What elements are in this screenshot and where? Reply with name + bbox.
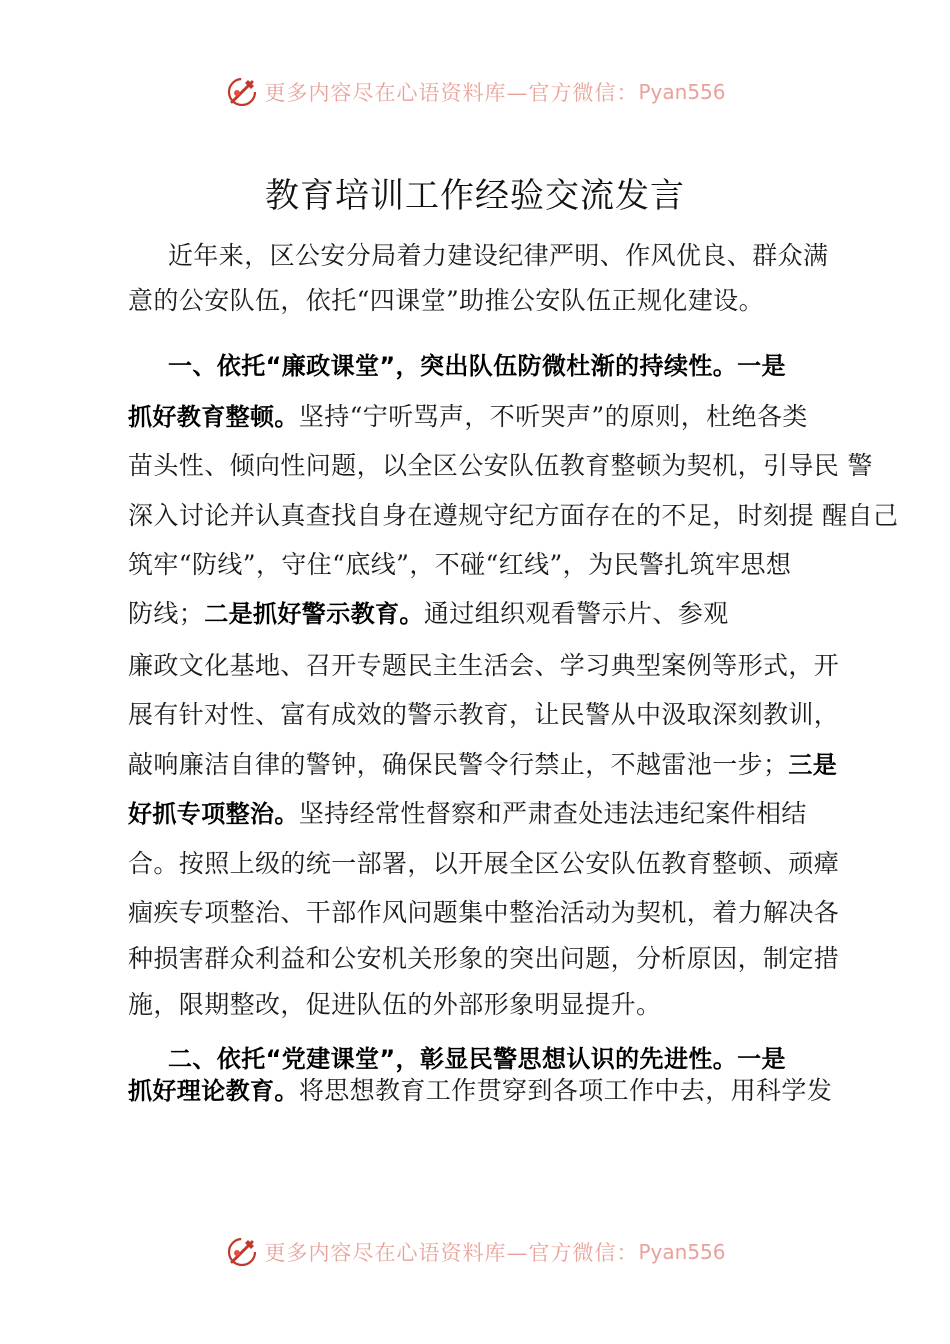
pen-logo-icon <box>224 1234 260 1270</box>
paragraph-line: 敲响廉洁自律的警钟，确保民警令行禁止，不越雷池一步；三是 <box>128 750 838 779</box>
paragraph-line: 施，限期整改，促进队伍的外部形象明显提升。 <box>128 990 662 1019</box>
paragraph-line: 展有针对性、富有成效的警示教育，让民警从中汲取深刻教训， <box>128 700 840 729</box>
paragraph-line: 好抓专项整治。坚持经常性督察和严肃查处违法违纪案件相结 <box>128 799 807 828</box>
paragraph-line: 筑牢“防线”，守住“底线”，不碰“红线”，为民警扎筑牢思想 <box>128 550 792 579</box>
watermark-text: 更多内容尽在心语资料库—官方微信： <box>264 1241 639 1265</box>
paragraph-line: 抓好理论教育。将思想教育工作贯穿到各项工作中去，用科学发 <box>128 1076 833 1105</box>
paragraph-line: 近年来，区公安分局着力建设纪律严明、作风优良、群众满 <box>168 241 829 270</box>
header-watermark <box>0 72 950 112</box>
paragraph-line: 廉政文化基地、召开专题民主生活会、学习典型案例等形式，开 <box>128 651 840 680</box>
paragraph-line: 苗头性、倾向性问题，以全区公安队伍教育整顿为契机，引导民 警 <box>128 451 873 480</box>
watermark-text: 更多内容尽在心语资料库—官方微信： <box>264 81 639 105</box>
bold-lead: 抓好教育整顿。 <box>128 403 299 431</box>
paragraph-line: 意的公安队伍，依托“四课堂”助推公安队伍正规化建设。 <box>128 286 764 315</box>
paragraph-line: 防线；二是抓好警示教育。通过组织观看警示片、参观 <box>128 599 729 628</box>
footer-watermark <box>0 1232 950 1272</box>
paragraph-line: 痼疾专项整治、干部作风问题集中整治活动为契机，着力解决各 <box>128 898 840 927</box>
bold-lead: 三是 <box>788 751 838 779</box>
section-heading-2: 二、依托“党建课堂”，彰显民警思想认识的先进性。一是 <box>168 1045 786 1073</box>
watermark-wechat-id: Pyan556 <box>638 80 726 104</box>
paragraph-line: 合。按照上级的统一部署，以开展全区公安队伍教育整顿、顽瘴 <box>128 849 840 878</box>
paragraph-line: 种损害群众利益和公安机关形象的突出问题，分析原因，制定措 <box>128 944 840 973</box>
document-title: 教育培训工作经验交流发言 <box>265 176 685 216</box>
bold-lead: 抓好理论教育。 <box>128 1077 299 1105</box>
pen-logo-icon <box>224 74 260 110</box>
bold-lead: 二是抓好警示教育。 <box>204 600 424 628</box>
section-heading-1: 一、依托“廉政课堂”，突出队伍防微杜渐的持续性。一是 <box>168 352 786 380</box>
paragraph-line: 抓好教育整顿。坚持“宁听骂声，不听哭声”的原则，杜绝各类 <box>128 402 808 431</box>
watermark-wechat-id: Pyan556 <box>638 1240 726 1264</box>
bold-lead: 好抓专项整治。 <box>128 800 299 828</box>
paragraph-line: 深入讨论并认真查找自身在遵规守纪方面存在的不足，时刻提 醒自己 <box>128 501 899 530</box>
